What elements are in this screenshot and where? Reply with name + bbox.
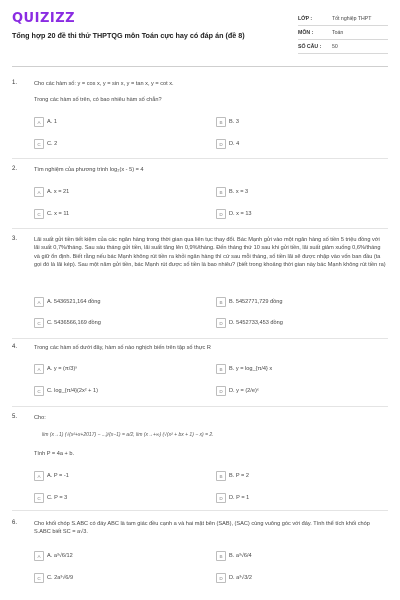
question-number: 4. [12, 344, 18, 350]
document-title: Tổng hợp 20 đề thi thử THPTQG môn Toán cực hay có đáp án (đề 8) [12, 31, 245, 40]
option-text: D. x = 13 [229, 211, 252, 217]
option-letter-box: B [216, 551, 226, 561]
option-letter-box: D [216, 386, 226, 396]
question-text: Cho: [34, 415, 46, 421]
option-b[interactable] [216, 296, 283, 308]
option-text: B. x = 3 [229, 189, 249, 195]
option-text: C. P = 3 [47, 495, 68, 501]
option-text: C. 2 [47, 141, 58, 147]
meta-row-count [298, 40, 388, 54]
question-3 [12, 236, 388, 336]
option-d[interactable] [216, 385, 259, 397]
option-c[interactable] [34, 317, 101, 329]
option-letter-box: D [216, 139, 226, 149]
question-text: Tìm nghiệm của phương trình log₂(x - 5) = 4 [34, 167, 144, 173]
option-text: D. a³√3/2 [229, 575, 252, 581]
option-b[interactable] [216, 363, 272, 375]
option-d[interactable] [216, 492, 249, 504]
option-a[interactable] [34, 363, 77, 375]
option-text: D. 4 [229, 141, 240, 147]
option-text: C. x = 11 [47, 211, 70, 217]
option-text: B. y = log_{π/4} x [229, 366, 273, 372]
question-number: 2. [12, 166, 18, 172]
meta-table [298, 12, 388, 54]
option-letter-box: B [216, 471, 226, 481]
option-b[interactable] [216, 550, 252, 562]
option-text: B. 5452771,729 đồng [229, 299, 283, 305]
option-letter-box: A [34, 471, 44, 481]
question-text: Lãi suất gửi tiền tiết kiệm của các ngân hàng trong thời gian qua liên tục thay đổi. Bác Mạnh gửi vào một ngân hàng số tiền 5 triệu đồng với lãi suất 0,7%/tháng. Sau sáu tháng gửi tiền, lãi suất tăng lên 0,9%/tháng. Đến tháng thứ 10 sau khi gửi tiền, lãi suất giảm xuống 0,6%/tháng và giữ ổn định. Biết rằng nếu bác Mạnh không rút tiền ra khỏi ngân hàng thì cứ sau mỗi tháng, số tiền lãi sẽ được nhập vào vốn ban đầu (ta gọi đó là lãi kép). Sau một năm gửi tiền, bác Mạnh rút được số tiền là bao nhiêu? (biết trong khoảng thời gian này bác Mạnh không rút tiền ra) [34, 237, 386, 269]
question-subtext: Trong các hàm số trên, có bao nhiêu hàm số chẵn? [34, 97, 162, 103]
meta-value: Toán [332, 29, 344, 36]
question-4 [12, 344, 388, 404]
meta-row-class [298, 12, 388, 26]
option-letter-box: A [34, 187, 44, 197]
header-divider [12, 66, 388, 67]
option-a[interactable] [34, 550, 73, 562]
option-letter-box: B [216, 364, 226, 374]
option-letter-box: D [216, 573, 226, 583]
option-text: A. P = -1 [47, 473, 69, 479]
option-c[interactable] [34, 385, 98, 397]
meta-label: SỐ CÂU : [298, 43, 322, 50]
question-text: Cho các hàm số: y = cos x, y = sin x, y = tan x, y = cot x. [34, 81, 174, 87]
option-letter-box: C [34, 573, 44, 583]
document-header [12, 10, 388, 62]
option-letter-box: A [34, 551, 44, 561]
meta-label: LỚP : [298, 15, 313, 22]
option-text: A. a³√6/12 [47, 553, 73, 559]
option-a[interactable] [34, 470, 69, 482]
meta-label: MÔN : [298, 29, 314, 36]
option-c[interactable] [34, 208, 69, 220]
option-text: A. 5436521,164 đồng [47, 299, 101, 305]
question-divider [12, 158, 388, 159]
option-text: A. x = 21 [47, 189, 70, 195]
meta-value: Tốt nghiệp THPT [332, 15, 372, 22]
question-number: 3. [12, 236, 18, 242]
option-b[interactable] [216, 470, 249, 482]
option-letter-box: A [34, 297, 44, 307]
option-text: C. 5436566,169 đồng [47, 320, 101, 326]
question-number: 6. [12, 520, 18, 526]
option-letter-box: B [216, 187, 226, 197]
option-text: B. a³√6/4 [229, 553, 252, 559]
question-divider [12, 406, 388, 407]
question-1 [12, 80, 388, 156]
question-5 [12, 414, 388, 506]
option-d[interactable] [216, 572, 252, 584]
question-text: Trong các hàm số dưới đây, hàm số nào nghịch biến trên tập số thực R [34, 345, 211, 351]
option-text: D. y = (2/e)ˣ [229, 388, 259, 394]
option-letter-box: B [216, 117, 226, 127]
meta-row-subject [298, 26, 388, 40]
option-c[interactable] [34, 572, 73, 584]
option-letter-box: A [34, 364, 44, 374]
option-text: A. y = (π/3)ˣ [47, 366, 78, 372]
option-text: A. 1 [47, 119, 57, 125]
limit-formula: lim (x→1) (√(x²+x+2017) − ...)/(x−1) = a/2, lim (x→+∞) (√(x² + bx + 1) − x) = 2. [42, 432, 214, 438]
option-c[interactable] [34, 138, 57, 150]
question-text: Cho khối chóp S.ABC có đáy ABC là tam giác đều cạnh a và hai mặt bên (SAB), (SAC) cùng vuông góc với đáy. Tính thể tích khối chóp S.ABC biết SC = a√3. [34, 521, 370, 536]
option-letter-box: C [34, 386, 44, 396]
option-letter-box: C [34, 318, 44, 328]
option-letter-box: A [34, 117, 44, 127]
question-divider [12, 510, 388, 511]
question-subtext: Tính P = 4a + b. [34, 451, 75, 457]
option-letter-box: C [34, 209, 44, 219]
option-d[interactable] [216, 317, 283, 329]
option-text: D. P = 1 [229, 495, 250, 501]
option-a[interactable] [34, 296, 101, 308]
option-letter-box: D [216, 318, 226, 328]
option-text: C. 2a³√6/9 [47, 575, 74, 581]
option-text: B. 3 [229, 119, 239, 125]
option-letter-box: D [216, 209, 226, 219]
option-text: B. P = 2 [229, 473, 249, 479]
option-letter-box: D [216, 493, 226, 503]
question-divider [12, 228, 388, 229]
option-b[interactable] [216, 116, 239, 128]
option-a[interactable] [34, 186, 69, 198]
question-number: 1. [12, 80, 18, 86]
option-letter-box: C [34, 139, 44, 149]
option-d[interactable] [216, 208, 252, 220]
question-2 [12, 166, 388, 224]
option-letter-box: C [34, 493, 44, 503]
question-6 [12, 520, 388, 598]
question-divider [12, 338, 388, 339]
option-c[interactable] [34, 492, 67, 504]
option-d[interactable] [216, 138, 239, 150]
meta-value: 50 [332, 43, 338, 50]
option-text: D. 5452733,453 đồng [229, 320, 283, 326]
option-letter-box: B [216, 297, 226, 307]
option-a[interactable] [34, 116, 57, 128]
quizizz-logo: QUIZIZZ [12, 11, 76, 26]
option-text: C. log_{π/4}(2x² + 1) [47, 388, 98, 394]
question-number: 5. [12, 414, 18, 420]
option-b[interactable] [216, 186, 248, 198]
